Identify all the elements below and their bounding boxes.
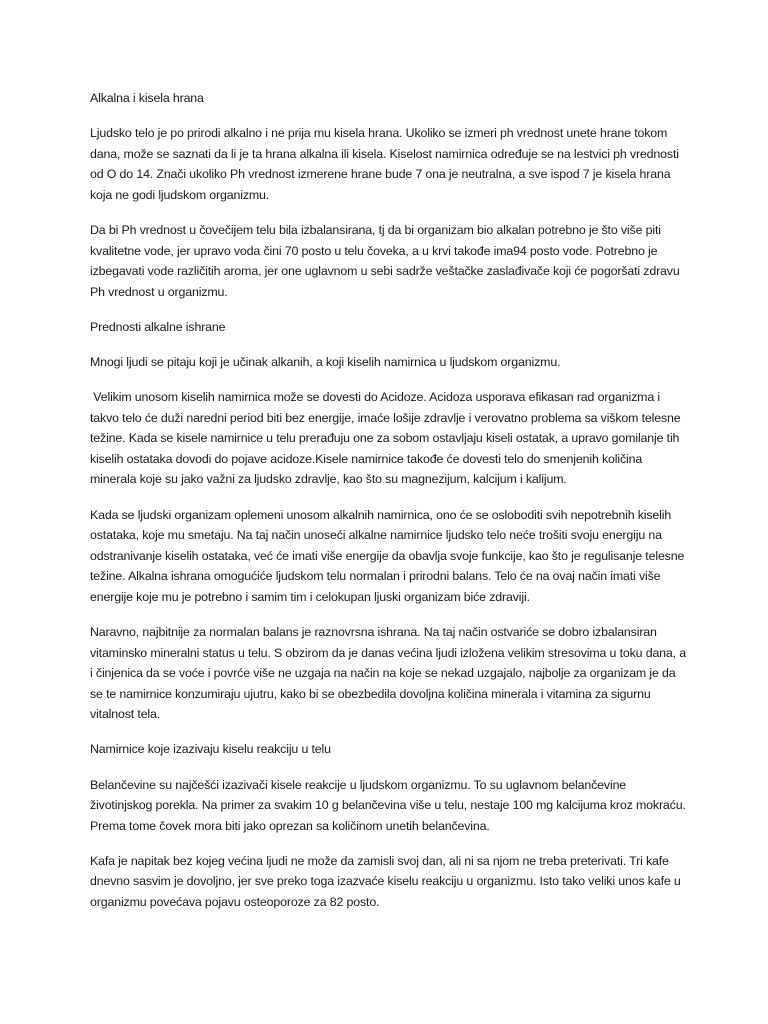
paragraph-benefits-3: Kada se ljudski organizam oplemeni unosom alkalnih namirnica, ono će se osloboditi svih nepotrebnih kiselih ostataka, koje mu smetaju. Na taj način unoseći alkalne namirnice ljudsko telo neće trošiti svoju energiju na odstranivanje kiselih ostataka, već će imati više energije da obavlja svoje funkcije, kao što je regulisanje telesne težine. Alkalna ishrana omogućiće ljudskom telu normalan i prirodni balans. Telo će na ovaj način imati više energije koje mu je potrebno i samim tim i celokupan ljuski organizam biće zdraviji. <box>90 507 685 604</box>
paragraph-acidic-2: Kafa je napitak bez kojeg većina ljudi ne može da zamisli svoj dan, ali ni sa njom ne treba preterivati. Tri kafe dnevno sasvim je dovoljno, jer sve preko toga izazvaće kiselu reakciju u organizmu. Isto tako veliki unos kafe u organizmu povećava pojavu osteoporoze za 82 posto. <box>90 853 681 909</box>
paragraph-benefits-1: Mnogi ljudi se pitaju koji je učinak alkanih, a koji kiselih namirnica u ljudskom organizmu. <box>90 354 561 369</box>
document-title: Alkalna i kisela hrana <box>90 91 204 105</box>
paragraph-intro-2: Da bi Ph vrednost u čovečijem telu bila izbalansirana, tj da bi organizam bio alkalan potrebno je što više piti kvalitetne vode, jer upravo voda čini 70 posto u telu čoveka, a u krvi takođe ima94 posto vode. Potrebno je izbegavati vode različitih aroma, jer one uglavnom u sebi sadrže veštačke zaslađivače koji će pogoršati zdravu Ph vrednost u organizmu. <box>90 222 680 299</box>
section-heading-acidic-foods: Namirnice koje izazivaju kiselu reakciju u telu <box>90 742 331 757</box>
paragraph-acidic-1: Belančevine su najčešći izazivači kisele reakcije u ljudskom organizmu. To su uglavnom belančevine životinjskog porekla. Na primer za svakim 10 g belančevina više u telu, nestaje 100 mg kalcijuma kroz mokraću. Prema tome čovek mora biti jako oprezan sa količinom unetih belančevina. <box>90 777 686 833</box>
paragraph-benefits-4: Naravno, najbitnije za normalan balans je raznovrsna ishrana. Na taj način ostvariće se dobro izbalansiran vitaminsko mineralni status u telu. S obzirom da je danas većina ljudi izložena velikim stresovima u toku dana, a i činjenica da se voće i povrće više ne uzgaja na način na koje se nekad uzgajalo, najbolje za organizam je da se te namirnice konzumiraju ujutru, kako bi se obezbedila dovoljna količina minerala i vitamina za sigurnu vitalnost tela. <box>90 624 686 722</box>
paragraph-intro-1: Ljudsko telo je po prirodi alkalno i ne prija mu kisela hrana. Ukoliko se izmeri ph vrednost unete hrane tokom dana, može se saznati da li je ta hrana alkalna ili kisela. Kiselost namirnica određuje se na lestvici ph vrednosti od O do 14. Znači ukoliko Ph vrednost izmerene hrane bude 7 ona je neutralna, a sve ispod 7 je kisela hrana koja ne godi ljudskom organizmu. <box>90 126 679 202</box>
document-page <box>90 88 690 927</box>
section-heading-alkaline-benefits: Prednosti alkalne ishrane <box>90 319 226 334</box>
paragraph-benefits-2: Velikim unosom kiselih namirnica može se dovesti do Acidoze. Acidoza usporava efikasan rad organizma i takvo telo će duži naredni period biti bez energije, imaće lošije zdravlje i verovatno problema sa viškom telesne težine. Kada se kisele namirnice u telu prerađuju one za sobom ostavljaju kiseli ostatak, a upravo gomilanje tih kiselih ostataka dovodi do pojave acidoze.Kisele namirnice takođe će dovesti telo do smenjenih količina minerala koje su jako važni za ljudsko zdravlje, kao što su magnezijum, kalcijum i kalijum. <box>90 390 684 487</box>
